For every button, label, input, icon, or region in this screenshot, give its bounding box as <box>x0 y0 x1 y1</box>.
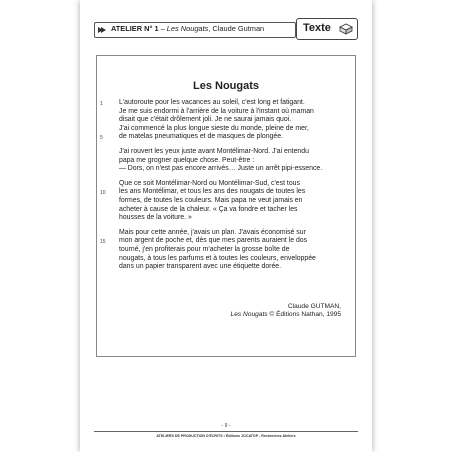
paragraph <box>119 148 347 174</box>
line-text: dans un papier transparent avec une étiquette dorée. <box>119 263 282 271</box>
line-text: disait que c'était drôlement joli. Je ne saurai jamais quoi. <box>119 116 292 124</box>
text-line <box>119 263 347 272</box>
text-frame <box>96 55 356 357</box>
text-line <box>119 165 347 174</box>
line-text: L'autoroute pour les vacances au soleil, c'est long et fatigant. <box>119 99 305 106</box>
line-text: nougats, à tous les parfums et à toutes les couleurs, enveloppée <box>119 254 316 262</box>
book-title: Les Nougats <box>166 24 209 33</box>
text-line <box>119 229 347 238</box>
arrow-right-icon <box>98 26 106 34</box>
signature-publisher: © Éditions Nathan, 1995 <box>267 311 341 319</box>
text-line <box>119 108 347 117</box>
text-line <box>100 237 347 246</box>
texte-tab <box>296 18 358 40</box>
line-text: formes, de toutes les couleurs. Mais papa ne veut jamais en <box>119 196 303 204</box>
atelier-number: ATELIER N° 1 <box>111 24 159 33</box>
text-line <box>119 206 347 215</box>
title-dash: – <box>158 24 167 33</box>
atelier-title-bar <box>94 22 296 38</box>
book-icon <box>339 22 353 36</box>
text-line <box>100 188 347 197</box>
text-line <box>119 255 347 264</box>
text-line <box>119 116 347 125</box>
line-text: Mais pour cette année, j'avais un plan. J'avais économisé sur <box>119 228 306 236</box>
line-text: acheter à cause de la chaleur. « Ça va fondre et tacher les <box>119 205 298 213</box>
text-line <box>119 246 347 255</box>
text-line <box>119 197 347 206</box>
text-line <box>100 133 347 142</box>
line-text: — Dors, on n'est pas encore arrivés… Juste un arrêt pipi-essence. <box>119 165 323 173</box>
footer-divider <box>94 431 358 432</box>
paragraph <box>100 179 347 223</box>
paragraph <box>100 228 347 272</box>
line-text: de matelas pneumatiques et de masques de plongée. <box>119 133 283 141</box>
book-author: , Claude Gutman <box>208 24 265 33</box>
texte-label: Texte <box>303 22 331 34</box>
text-line <box>119 125 347 134</box>
line-number: 5 <box>100 135 103 142</box>
line-number: 1 <box>100 101 103 107</box>
atelier-title <box>111 24 264 33</box>
text-line <box>119 157 347 166</box>
paragraph <box>100 99 347 142</box>
signature-source <box>231 311 341 319</box>
line-text: tourné, j'en profiterais pour m'acheter la grosse boîte de <box>119 245 290 253</box>
line-number: 15 <box>100 239 106 246</box>
footer-credits: ATELIERS DE PRODUCTION D'ÉCRITS • Éditions JOCATOP - Recherches Ateliers <box>156 434 296 438</box>
story-body <box>100 99 347 272</box>
signature <box>231 303 341 319</box>
text-line <box>100 99 347 108</box>
line-text: mon argent de poche et, dès que mes parents auraient le dos <box>119 237 308 245</box>
line-text: J'ai commencé la plus longue sieste du monde, pleine de mer, <box>119 124 309 132</box>
line-number: 10 <box>100 190 106 197</box>
text-line <box>119 148 347 157</box>
worksheet-page <box>80 0 372 452</box>
text-line <box>119 214 347 223</box>
line-text: J'ai rouvert les yeux juste avant Montélimar-Nord. J'ai entendu <box>119 147 309 155</box>
worksheet-header <box>94 18 358 40</box>
story-title: Les Nougats <box>192 80 259 92</box>
text-line <box>119 180 347 189</box>
line-text: les ans Montélimar, et tous les ans des nougats de toutes les <box>119 188 306 196</box>
line-text: housses de la voiture. » <box>119 214 192 222</box>
signature-author: Claude GUTMAN, <box>287 303 341 310</box>
signature-book: Les Nougats <box>230 311 268 319</box>
line-text: papa me grogner quelque chose. Peut-être : <box>119 156 255 164</box>
line-text: Que ce soit Montélimar-Nord ou Montélimar-Sud, c'est tous <box>119 179 300 187</box>
page-number: - 9 - <box>221 423 231 429</box>
line-text: Je me suis endormi à l'arrière de la voiture à l'instant où maman <box>119 107 314 115</box>
